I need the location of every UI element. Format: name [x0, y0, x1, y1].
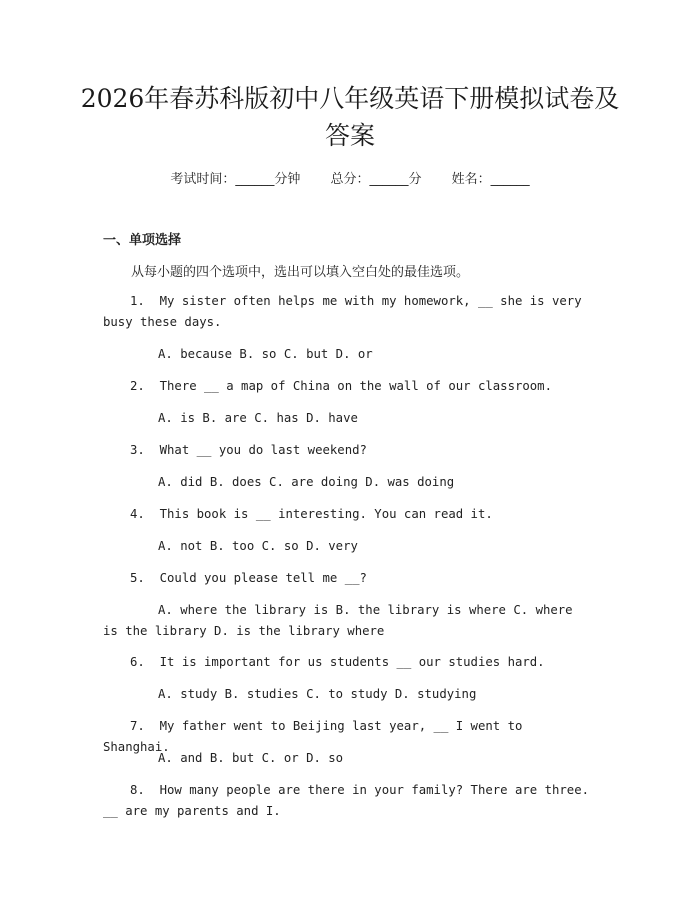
section-heading: 一、单项选择: [103, 233, 182, 248]
total-score-field: 总分：______分: [330, 172, 422, 187]
question-1-options: A. because B. so C. but D. or: [158, 347, 373, 361]
question-4-options: A. not B. too C. so D. very: [158, 539, 358, 553]
exam-meta: [0, 168, 700, 187]
page-title: 2026年春苏科版初中八年级英语下册模拟试卷及答案: [80, 84, 620, 150]
question-8: 8. How many people are there in your family? There are three. __ are my parents and I.: [103, 783, 597, 818]
question-6-options: A. study B. studies C. to study D. studying: [158, 687, 477, 701]
question-5: 5. Could you please tell me __?: [130, 571, 367, 585]
question-7-options: A. and B. but C. or D. so: [158, 751, 344, 765]
question-2: 2. There __ a map of China on the wall of our classroom.: [130, 379, 552, 393]
student-name-field: 姓名：______: [451, 172, 530, 187]
question-1: 1. My sister often helps me with my homework, __ she is very busy these days.: [103, 294, 590, 329]
question-3-options: A. did B. does C. are doing D. was doing: [158, 475, 455, 489]
exam-time-field: 考试时间：______分钟: [170, 172, 301, 187]
question-3: 3. What __ you do last weekend?: [130, 443, 367, 457]
question-5-options: A. where the library is B. the library is where C. where is the library D. is the library where: [103, 603, 580, 638]
section-instruction: 从每小题的四个选项中，选出可以填入空白处的最佳选项。: [131, 265, 470, 280]
question-7: 7. My father went to Beijing last year, __ I went to Shanghai.: [103, 719, 530, 754]
question-6: 6. It is important for us students __ our studies hard.: [130, 655, 545, 669]
question-2-options: A. is B. are C. has D. have: [158, 411, 358, 425]
question-4: 4. This book is __ interesting. You can read it.: [130, 507, 493, 521]
